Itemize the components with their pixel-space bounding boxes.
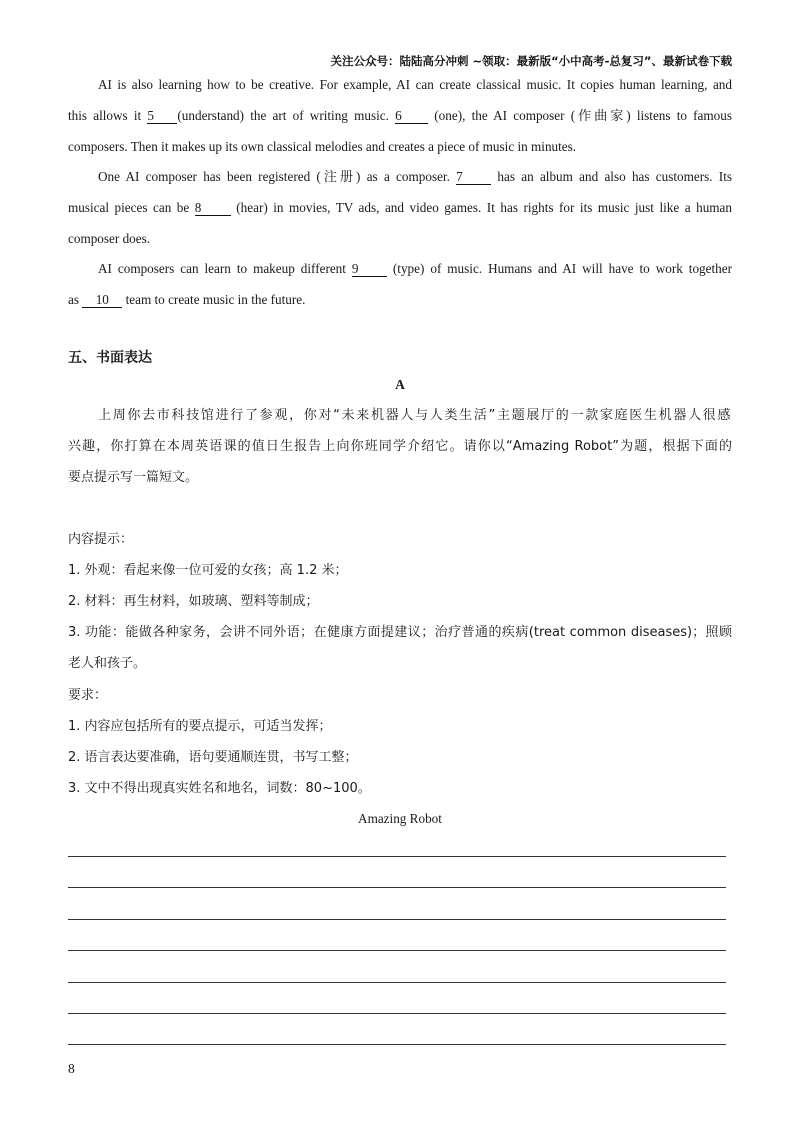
passage-p1-line1: AI is also learning how to be creative. For example, AI can create classical music. It copies human learning, and: [98, 77, 732, 92]
text-span: has an album and also has customers. Its: [491, 169, 732, 184]
hints-label: 内容提示：: [68, 532, 134, 547]
blank-8[interactable]: 8: [195, 201, 231, 216]
hint-1: 1. 外观：看起来像一位可爱的女孩；高 1.2 米；: [68, 563, 348, 578]
hint-3-continued: 老人和孩子。: [68, 656, 147, 671]
text-span: this allows it: [68, 108, 148, 123]
text-span: musical pieces can be: [68, 200, 195, 215]
writing-line[interactable]: [68, 919, 726, 920]
text-span: AI composers can learn to makeup different: [98, 261, 352, 276]
requirement-1: 1. 内容应包括所有的要点提示，可适当发挥；: [68, 719, 332, 734]
writing-line[interactable]: [68, 982, 726, 983]
writing-line[interactable]: [68, 1013, 726, 1014]
writing-line[interactable]: [68, 1044, 726, 1045]
text-span: (one), the AI composer (作曲家) listens to famous: [428, 108, 732, 123]
passage-p3-line2: [68, 291, 732, 309]
passage-p2-line2: [68, 199, 732, 217]
text-span: (hear) in movies, TV ads, and video games. It has rights for its music just like a human: [230, 200, 732, 215]
text-span: One AI composer has been registered (注册) as a composer.: [98, 169, 457, 184]
passage-p2-line1: [68, 168, 732, 186]
blank-10[interactable]: 10: [82, 293, 122, 308]
requirement-2: 2. 语言表达要准确，语句要通顺连贯，书写工整；: [68, 750, 358, 765]
requirement-3: 3. 文中不得出现真实姓名和地名，词数：80~100。: [68, 781, 371, 796]
hint-2: 2. 材料：再生材料，如玻璃、塑料等制成；: [68, 594, 319, 609]
intro-line-3: 要点提示写一篇短文。: [68, 470, 199, 485]
passage-p1-line3: composers. Then it makes up its own classical melodies and creates a piece of music in minutes.: [68, 139, 577, 154]
text-span: (type) of music. Humans and AI will have to work together: [386, 261, 732, 276]
page-header: 关注公众号：陆陆高分冲刺 ~领取：最新版“小中高考-总复习”、最新试卷下载: [330, 54, 732, 68]
section-title: 五、书面表达: [68, 350, 152, 366]
text-span: as: [68, 292, 83, 307]
hint-3: 3. 功能：能做各种家务，会讲不同外语；在健康方面提建议；治疗普通的疾病(treat common diseases)；照顾: [68, 625, 732, 640]
intro-line-2: 兴趣，你打算在本周英语课的值日生报告上向你班同学介绍它。请你以“Amazing Robot”为题，根据下面的: [68, 439, 732, 454]
text-span: team to create music in the future.: [122, 292, 306, 307]
text-span: (understand) the art of writing music.: [177, 108, 396, 123]
blank-7[interactable]: 7: [456, 170, 491, 185]
requirements-label: 要求：: [68, 688, 108, 703]
passage-p1-line2: [68, 107, 732, 125]
page-number: 8: [68, 1061, 75, 1076]
writing-line[interactable]: [68, 856, 726, 857]
writing-line[interactable]: [68, 950, 726, 951]
blank-5[interactable]: 5: [147, 109, 177, 124]
essay-title: Amazing Robot: [358, 811, 442, 826]
writing-line[interactable]: [68, 887, 726, 888]
intro-line-1: 上周你去市科技馆进行了参观，你对“未来机器人与人类生活”主题展厅的一款家庭医生机器人很感: [98, 408, 732, 423]
part-label: A: [395, 377, 405, 392]
blank-6[interactable]: 6: [395, 109, 428, 124]
passage-p2-line3: composer does.: [68, 231, 151, 246]
passage-p3-line1: [68, 260, 732, 278]
blank-9[interactable]: 9: [352, 262, 387, 277]
